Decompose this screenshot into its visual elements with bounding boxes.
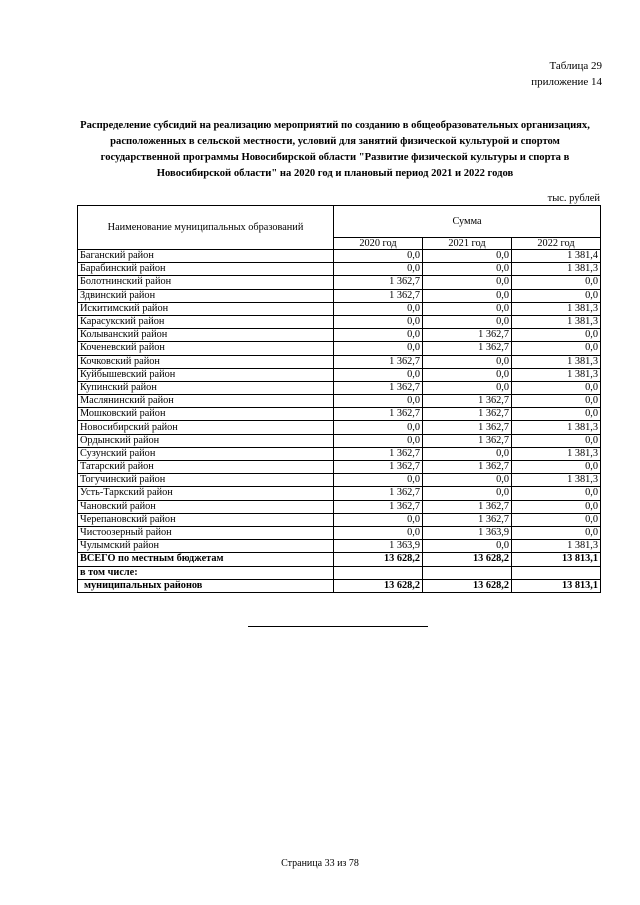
total-label: ВСЕГО по местным бюджетам (78, 553, 334, 566)
municipality-name: Черепановский район (78, 513, 334, 526)
amount-cell: 0,0 (423, 540, 512, 553)
amount-cell: 0,0 (512, 276, 601, 289)
amount-cell: 1 362,7 (423, 408, 512, 421)
amount-cell: 1 381,3 (512, 421, 601, 434)
table-row (78, 447, 601, 460)
municipality-name: Ордынский район (78, 434, 334, 447)
table-row (78, 474, 601, 487)
table-row (78, 276, 601, 289)
amount-cell: 1 362,7 (334, 355, 423, 368)
amount-cell: 0,0 (512, 500, 601, 513)
amount-cell: 1 362,7 (423, 513, 512, 526)
municipality-name: Баганский район (78, 250, 334, 263)
amount-cell: 0,0 (423, 474, 512, 487)
municipality-name: Куйбышевский район (78, 368, 334, 381)
amount-cell: 0,0 (423, 315, 512, 328)
header-year-2021: 2021 год (423, 238, 512, 250)
amount-cell: 1 362,7 (334, 487, 423, 500)
municipality-name: Колыванский район (78, 329, 334, 342)
municipality-name: Чановский район (78, 500, 334, 513)
header-year-2022: 2022 год (512, 238, 601, 250)
municipality-name: Усть-Таркский район (78, 487, 334, 500)
amount-cell: 1 362,7 (423, 329, 512, 342)
amount-cell: 0,0 (512, 461, 601, 474)
appendix-label: приложение 14 (531, 76, 602, 88)
amount-cell: 1 381,3 (512, 368, 601, 381)
amount-cell: 1 362,7 (334, 289, 423, 302)
municipality-name: Татарский район (78, 461, 334, 474)
amount-cell: 1 381,3 (512, 315, 601, 328)
amount-cell: 1 363,9 (423, 526, 512, 539)
amount-cell: 1 362,7 (423, 395, 512, 408)
amount-cell: 0,0 (423, 263, 512, 276)
amount-cell: 0,0 (512, 487, 601, 500)
table-row (78, 250, 601, 263)
amount-cell: 0,0 (423, 276, 512, 289)
municipality-name: Искитимский район (78, 302, 334, 315)
amount-cell: 0,0 (512, 289, 601, 302)
municipality-name: Маслянинский район (78, 395, 334, 408)
empty-cell (423, 566, 512, 579)
amount-cell: 1 381,3 (512, 447, 601, 460)
amount-cell: 0,0 (334, 263, 423, 276)
amount-cell: 0,0 (423, 250, 512, 263)
including-row (78, 566, 601, 579)
municipality-name: Болотнинский район (78, 276, 334, 289)
amount-cell: 1 381,3 (512, 263, 601, 276)
amount-cell: 0,0 (512, 526, 601, 539)
table-row (78, 368, 601, 381)
municipality-name: Чистоозерный район (78, 526, 334, 539)
amount-cell: 0,0 (512, 329, 601, 342)
amount-cell: 1 381,3 (512, 540, 601, 553)
municipality-name: Кочковский район (78, 355, 334, 368)
municipal-label: муниципальных районов (78, 579, 334, 592)
table-row (78, 342, 601, 355)
table-row (78, 302, 601, 315)
header-year-2020: 2020 год (334, 238, 423, 250)
amount-cell: 0,0 (334, 395, 423, 408)
amount-cell: 0,0 (512, 513, 601, 526)
document-title: Распределение субсидий на реализацию мероприятий по созданию в общеобразовательных организациях, расположенных в сельской местности, условий для занятий физической культурой и спортом государственной программы Новосибирской области "Развитие физической культуры и спорта в Новосибирской области" на 2020 год и плановый период 2021 и 2022 годов (80, 120, 590, 179)
table-row (78, 329, 601, 342)
amount-cell: 1 363,9 (334, 540, 423, 553)
municipal-amount: 13 813,1 (512, 579, 601, 592)
amount-cell: 1 362,7 (334, 276, 423, 289)
municipality-name: Здвинский район (78, 289, 334, 302)
header-sum: Сумма (334, 206, 601, 238)
municipality-name: Новосибирский район (78, 421, 334, 434)
amount-cell: 0,0 (334, 342, 423, 355)
table-row (78, 315, 601, 328)
table-row (78, 395, 601, 408)
amount-cell: 1 362,7 (423, 421, 512, 434)
amount-cell: 0,0 (423, 289, 512, 302)
amount-cell: 1 381,4 (512, 250, 601, 263)
table-row (78, 487, 601, 500)
amount-cell: 1 362,7 (334, 500, 423, 513)
amount-cell: 0,0 (512, 395, 601, 408)
amount-cell: 1 362,7 (334, 408, 423, 421)
amount-cell: 1 362,7 (423, 342, 512, 355)
amount-cell: 0,0 (334, 434, 423, 447)
total-row (78, 553, 601, 566)
table-row (78, 500, 601, 513)
amount-cell: 1 362,7 (423, 461, 512, 474)
municipality-name: Сузунский район (78, 447, 334, 460)
amount-cell: 0,0 (334, 250, 423, 263)
amount-cell: 1 362,7 (334, 447, 423, 460)
municipal-row (78, 579, 601, 592)
page-footer: Страница 33 из 78 (281, 858, 359, 869)
table-number: Таблица 29 (549, 60, 602, 72)
amount-cell: 0,0 (423, 368, 512, 381)
amount-cell: 0,0 (512, 342, 601, 355)
municipal-amount: 13 628,2 (334, 579, 423, 592)
amount-cell: 0,0 (334, 302, 423, 315)
municipal-amount: 13 628,2 (423, 579, 512, 592)
amount-cell: 0,0 (512, 381, 601, 394)
amount-cell: 0,0 (423, 487, 512, 500)
table-row (78, 421, 601, 434)
amount-cell: 1 381,3 (512, 474, 601, 487)
amount-cell: 1 362,7 (334, 461, 423, 474)
amount-cell: 1 362,7 (423, 434, 512, 447)
amount-cell: 0,0 (423, 381, 512, 394)
amount-cell: 1 362,7 (334, 381, 423, 394)
amount-cell: 0,0 (423, 355, 512, 368)
table-row (78, 289, 601, 302)
table-row (78, 263, 601, 276)
amount-cell: 0,0 (512, 434, 601, 447)
empty-cell (334, 566, 423, 579)
table-row (78, 540, 601, 553)
municipality-name: Мошковский район (78, 408, 334, 421)
amount-cell: 0,0 (334, 474, 423, 487)
table-row (78, 408, 601, 421)
amount-cell: 0,0 (423, 302, 512, 315)
municipality-name: Барабинский район (78, 263, 334, 276)
amount-cell: 0,0 (334, 329, 423, 342)
amount-cell: 1 381,3 (512, 355, 601, 368)
total-amount: 13 628,2 (423, 553, 512, 566)
table-row (78, 526, 601, 539)
municipality-name: Купинский район (78, 381, 334, 394)
municipality-name: Тогучинский район (78, 474, 334, 487)
amount-cell: 1 381,3 (512, 302, 601, 315)
amount-cell: 0,0 (334, 315, 423, 328)
unit-label: тыс. рублей (547, 193, 600, 204)
amount-cell: 1 362,7 (423, 500, 512, 513)
amount-cell: 0,0 (334, 526, 423, 539)
total-amount: 13 628,2 (334, 553, 423, 566)
amount-cell: 0,0 (334, 368, 423, 381)
total-amount: 13 813,1 (512, 553, 601, 566)
table-row (78, 461, 601, 474)
table-row (78, 513, 601, 526)
municipality-name: Коченевский район (78, 342, 334, 355)
municipality-name: Чулымский район (78, 540, 334, 553)
amount-cell: 0,0 (423, 447, 512, 460)
including-label: в том числе: (78, 566, 334, 579)
divider-line (248, 626, 428, 627)
amount-cell: 0,0 (334, 513, 423, 526)
amount-cell: 0,0 (512, 408, 601, 421)
table-row (78, 381, 601, 394)
table-row (78, 355, 601, 368)
municipality-name: Карасукский район (78, 315, 334, 328)
empty-cell (512, 566, 601, 579)
amount-cell: 0,0 (334, 421, 423, 434)
subsidy-table (77, 205, 601, 593)
header-municipality: Наименование муниципальных образований (78, 206, 334, 250)
table-row (78, 434, 601, 447)
